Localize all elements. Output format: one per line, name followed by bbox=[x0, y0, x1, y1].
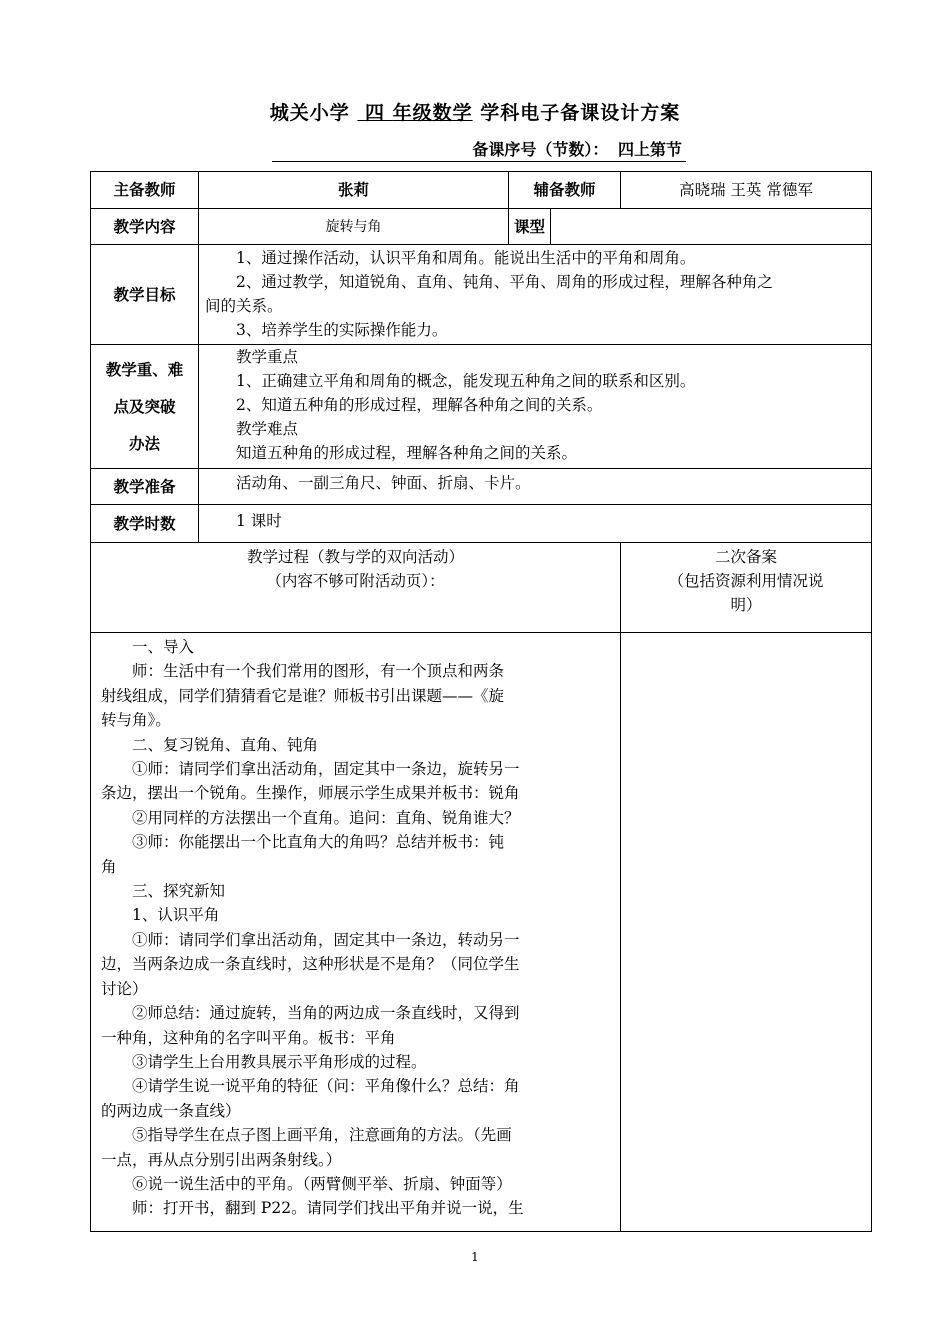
prep-label: 教学准备 bbox=[91, 469, 199, 505]
keypoint-item: 教学难点 bbox=[236, 420, 299, 438]
process-line: 三、探究新知 bbox=[132, 882, 226, 901]
lesson-number-value: 四上第节 bbox=[617, 140, 682, 159]
grade-field: 四 bbox=[364, 102, 385, 124]
process-line: ③师：你能摆出一个比直角大的角吗？总结并板书：钝 bbox=[132, 833, 505, 852]
lesson-number-line bbox=[272, 139, 686, 162]
goals-cell bbox=[199, 245, 872, 345]
goal-item: 间的关系。 bbox=[205, 297, 283, 315]
process-line: 1、认识平角 bbox=[132, 906, 220, 925]
lesson-plan-table bbox=[90, 171, 872, 1232]
assist-teacher-label: 辅备教师 bbox=[509, 172, 621, 209]
prep-value: 活动角、一副三角尺、钟面、折扇、卡片。 bbox=[199, 469, 872, 505]
process-line: ①师：请同学们拿出活动角，固定其中一条边，旋转另一 bbox=[132, 760, 520, 779]
type-value bbox=[551, 209, 872, 245]
type-label: 课型 bbox=[509, 209, 551, 245]
process-line: ①师：请同学们拿出活动角，固定其中一条边，转动另一 bbox=[132, 930, 520, 949]
process-line: 条边，摆出一个锐角。生操作，师展示学生成果并板书：锐角 bbox=[101, 784, 520, 803]
lesson-number-label: 备课序号（节数）： bbox=[472, 140, 609, 159]
process-header: 教学过程（教与学的双向活动） （内容不够可附活动页）： bbox=[91, 543, 621, 633]
assist-teacher-value: 高晓瑞 王英 常德军 bbox=[621, 172, 872, 209]
keypoints-cell bbox=[199, 345, 872, 469]
process-line: 二、复习锐角、直角、钝角 bbox=[132, 735, 319, 754]
second-plan-header: 二次备案 （包括资源利用情况说 明） bbox=[621, 543, 872, 633]
process-line: ④请学生说一说平角的特征（问：平角像什么？总结：角 bbox=[132, 1077, 520, 1096]
goals-label: 教学目标 bbox=[91, 245, 199, 345]
school-name: 城关小学 bbox=[269, 102, 350, 124]
process-line: ③请学生上台用教具展示平角形成的过程。 bbox=[132, 1052, 427, 1071]
process-line: 一种角，这种角的名字叫平角。板书：平角 bbox=[101, 1028, 396, 1047]
process-line: 角 bbox=[101, 857, 117, 876]
content-label: 教学内容 bbox=[91, 209, 199, 245]
content-value: 旋转与角 bbox=[199, 209, 509, 245]
document-title bbox=[0, 98, 950, 125]
process-line: 的两边成一条直线） bbox=[101, 1101, 241, 1120]
process-line: ⑤指导学生在点子图上画平角，注意画角的方法。（先画 bbox=[132, 1126, 512, 1145]
process-line: 射线组成，同学们猜猜看它是谁？师板书引出课题——《旋 bbox=[101, 686, 505, 705]
process-line: ②用同样的方法摆出一个直角。追问：直角、锐角谁大？ bbox=[132, 808, 520, 827]
keypoint-item: 知道五种角的形成过程，理解各种角之间的关系。 bbox=[236, 444, 578, 462]
main-teacher-value: 张莉 bbox=[199, 172, 509, 209]
subject-field: 年级数学 bbox=[392, 102, 473, 124]
process-line: 讨论） bbox=[101, 979, 148, 998]
process-line: 一、导入 bbox=[132, 638, 195, 656]
process-line: 师：打开书，翻到 P22。请同学们找出平角并说一说，生 bbox=[132, 1199, 524, 1218]
process-line: 师：生活中有一个我们常用的图形，有一个顶点和两条 bbox=[132, 662, 505, 681]
goal-item: 1、通过操作活动，认识平角和周角。能说出生活中的平角和周角。 bbox=[236, 249, 696, 267]
time-value: 1 课时 bbox=[199, 505, 872, 543]
process-line: 转与角》。 bbox=[101, 711, 171, 730]
main-teacher-label: 主备教师 bbox=[91, 172, 199, 209]
process-line: 一点，再从点分别引出两条射线。） bbox=[101, 1150, 342, 1169]
process-body bbox=[91, 633, 621, 1232]
goal-item: 2、通过教学，知道锐角、直角、钝角、平角、周角的形成过程，理解各种角之 bbox=[236, 273, 773, 291]
keypoints-label: 教学重、难 点及突破 办法 bbox=[91, 345, 199, 469]
page-number: 1 bbox=[471, 1250, 479, 1264]
process-line: ②师总结：通过旋转，当角的两边成一条直线时，又得到 bbox=[132, 1004, 520, 1023]
process-line: ⑥说一说生活中的平角。（两臂侧平举、折扇、钟面等） bbox=[132, 1174, 512, 1193]
keypoint-item: 教学重点 bbox=[236, 348, 299, 366]
goal-item: 3、培养学生的实际操作能力。 bbox=[236, 321, 448, 339]
second-plan-body bbox=[621, 633, 872, 1232]
title-suffix: 学科电子备课设计方案 bbox=[480, 102, 681, 124]
keypoint-item: 1、正确建立平角和周角的概念，能发现五种角之间的联系和区别。 bbox=[236, 372, 696, 390]
process-line: 边，当两条边成一条直线时，这种形状是不是角？（同位学生 bbox=[101, 955, 520, 974]
time-label: 教学时数 bbox=[91, 505, 199, 543]
keypoint-item: 2、知道五种角的形成过程，理解各种角之间的关系。 bbox=[236, 396, 603, 414]
